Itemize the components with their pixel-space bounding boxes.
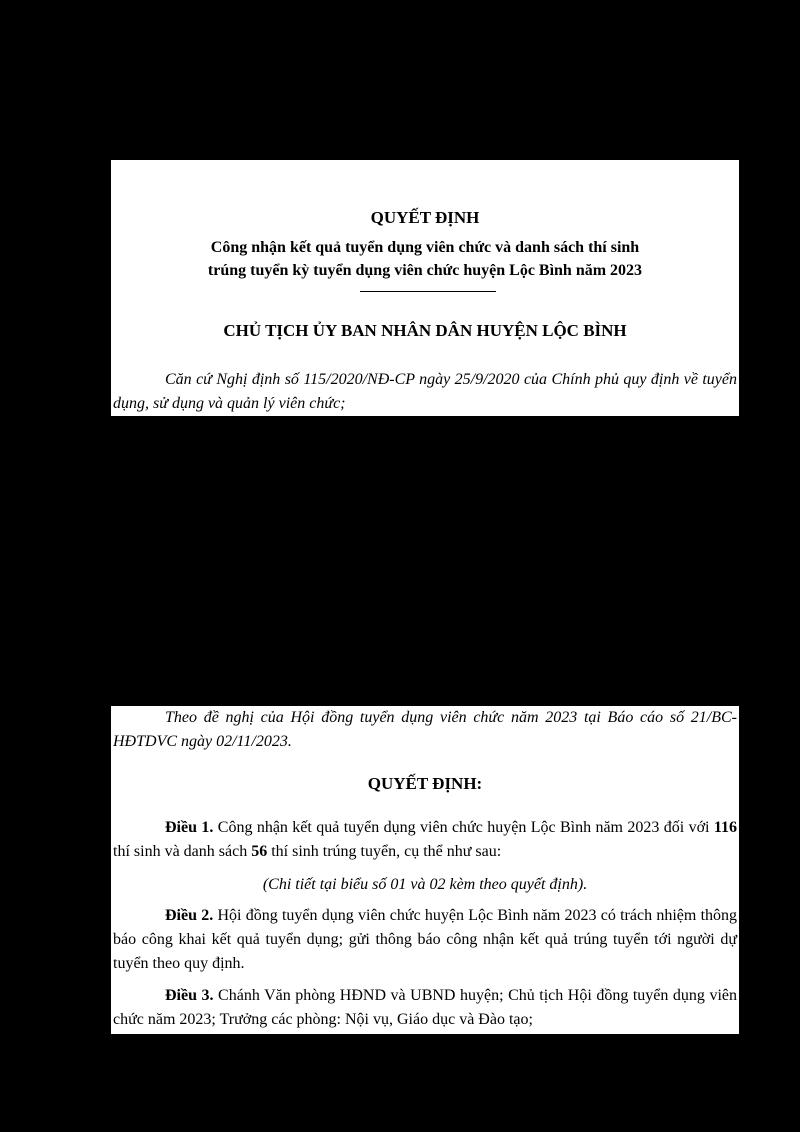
document-fragment-top xyxy=(111,160,739,416)
article-3 xyxy=(113,984,737,1032)
article-1 xyxy=(113,816,737,864)
issuing-authority: CHỦ TỊCH ỦY BAN NHÂN DÂN HUYỆN LỘC BÌNH xyxy=(223,321,627,340)
article-1-note: (Chi tiết tại biểu số 01 và 02 kèm theo quyết định). xyxy=(262,876,588,893)
article-1-text-b: thí sinh và danh sách xyxy=(113,843,252,860)
title-divider xyxy=(360,291,496,292)
decision-heading: QUYẾT ĐỊNH: xyxy=(367,774,483,793)
document-fragment-bottom xyxy=(111,706,739,1034)
article-1-text-c: thí sinh trúng tuyển, cụ thể như sau: xyxy=(267,843,502,860)
article-3-label: Điều 3. xyxy=(165,987,214,1004)
article-2-text: Hội đồng tuyển dụng viên chức huyện Lộc Bình năm 2023 có trách nhiệm thông báo công khai kết quả tuyển dụng; gửi thông báo công nhận kết quả trúng tuyển tới người dự tuyển theo quy định. xyxy=(113,907,738,972)
article-2-label: Điều 2. xyxy=(165,907,214,924)
article-1-text-a: Công nhận kết quả tuyển dụng viên chức huyện Lộc Bình năm 2023 đối với xyxy=(213,819,714,836)
article-3-text: Chánh Văn phòng HĐND và UBND huyện; Chủ tịch Hội đồng tuyển dụng viên chức năm 2023; Trưởng các phòng: Nội vụ, Giáo dục và Đào tạo; xyxy=(113,987,737,1028)
cropped-text-line xyxy=(111,160,739,166)
decision-subtitle-line1: Công nhận kết quả tuyển dụng viên chức và danh sách thí sinh xyxy=(210,239,640,256)
decision-title: QUYẾT ĐỊNH xyxy=(370,208,480,227)
legal-basis-paragraph: Căn cứ Nghị định số 115/2020/NĐ-CP ngày 25/9/2020 của Chính phủ quy định về tuyển dụng, sử dụng và quản lý viên chức; xyxy=(113,371,737,412)
proposal-paragraph: Theo đề nghị của Hội đồng tuyển dụng viên chức năm 2023 tại Báo cáo số 21/BC-HĐTDVC ngày 02/11/2023. xyxy=(113,709,737,750)
article-2 xyxy=(113,904,737,976)
article-1-label: Điều 1. xyxy=(165,819,214,836)
article-1-count-pass: 56 xyxy=(251,843,268,860)
decision-subtitle-line2: trúng tuyển kỳ tuyển dụng viên chức huyện Lộc Bình năm 2023 xyxy=(207,262,643,279)
article-1-count-total: 116 xyxy=(713,819,738,836)
